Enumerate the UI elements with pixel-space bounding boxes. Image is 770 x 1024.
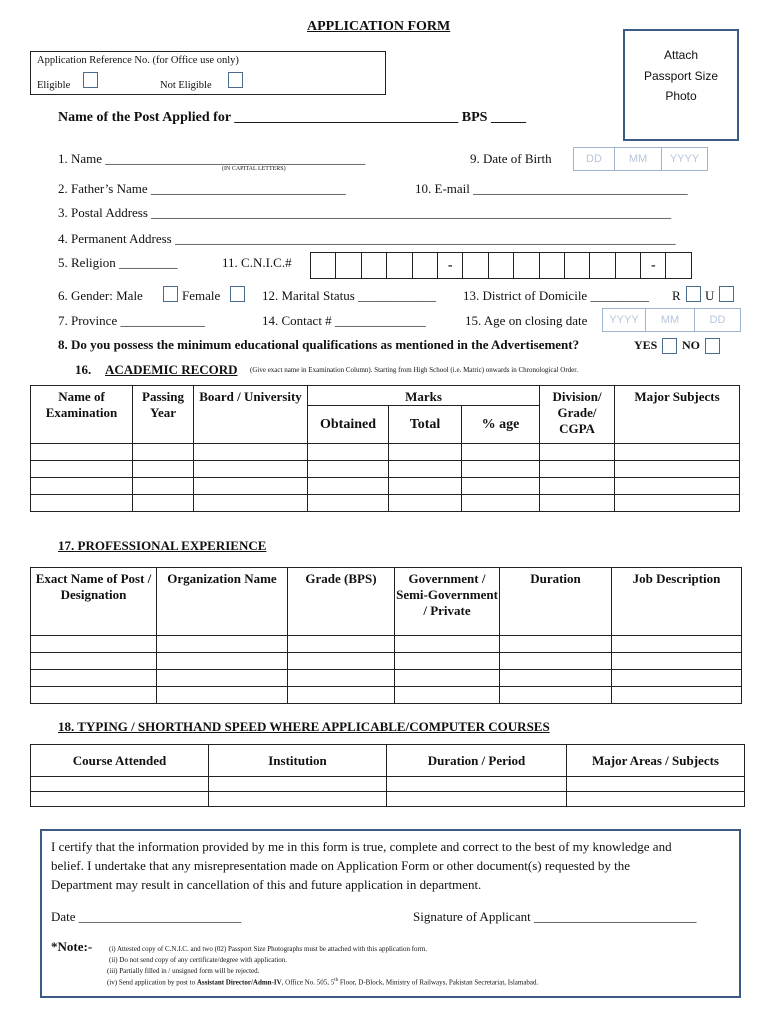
academic-title: ACADEMIC RECORD	[105, 362, 238, 377]
cnic-cell[interactable]	[413, 253, 438, 278]
col-sector: Government / Semi-Government / Private	[395, 568, 500, 636]
cnic-cell[interactable]	[616, 253, 641, 278]
urban-label: U	[705, 288, 715, 303]
note-item: (iii) Partially filled in / unsigned form will be rejected.	[107, 967, 260, 975]
gender-male-label: 6. Gender: Male	[58, 288, 143, 303]
religion-field[interactable]: 5. Religion _________	[58, 255, 178, 270]
table-row[interactable]	[31, 653, 742, 670]
postal-address-field[interactable]: 3. Postal Address ________________________________________________________________________________	[58, 205, 672, 220]
table-row[interactable]	[31, 461, 740, 478]
col-major-subjects: Major Subjects	[615, 386, 740, 444]
photo-line: Photo	[665, 89, 697, 103]
age-closing-label: 15. Age on closing date	[465, 313, 588, 328]
table-row[interactable]	[31, 670, 742, 687]
contact-field[interactable]: 14. Contact # ______________	[262, 313, 426, 328]
male-checkbox[interactable]	[163, 286, 178, 302]
cnic-label: 11. C.N.I.C.#	[222, 255, 292, 270]
name-field[interactable]: 1. Name ________________________________________	[58, 151, 366, 166]
permanent-address-field[interactable]: 4. Permanent Address _____________________________________________________________________________	[58, 231, 676, 246]
father-name-field[interactable]: 2. Father’s Name ______________________________	[58, 181, 346, 196]
cnic-dash: -	[641, 253, 666, 278]
col-duration: Duration	[500, 568, 612, 636]
no-checkbox[interactable]	[705, 338, 720, 354]
table-row[interactable]	[31, 636, 742, 653]
no-label: NO	[682, 338, 700, 352]
post-applied-field[interactable]: Name of the Post Applied for ________________________________ BPS _____	[58, 110, 526, 125]
photo-line: Attach	[663, 48, 699, 62]
cnic-input[interactable]	[310, 252, 692, 279]
photo-box[interactable]	[623, 29, 739, 141]
col-passing-year: Passing Year	[133, 386, 194, 444]
dob-day[interactable]: DD	[574, 148, 615, 170]
eligible-label: Eligible	[37, 80, 71, 91]
cnic-cell[interactable]	[666, 253, 690, 278]
certification-box	[40, 829, 741, 998]
dob-year[interactable]: YYYY	[669, 153, 700, 165]
col-organization: Organization Name	[157, 568, 288, 636]
age-date-input[interactable]	[602, 308, 741, 332]
courses-table	[30, 744, 745, 807]
table-row[interactable]	[31, 478, 740, 495]
marital-status-field[interactable]: 12. Marital Status ____________	[262, 288, 437, 303]
cnic-dash: -	[438, 253, 463, 278]
col-total: Total	[389, 406, 462, 444]
col-job-description: Job Description	[612, 568, 742, 636]
domicile-field[interactable]: 13. District of Domicile _________	[463, 288, 649, 303]
cnic-cell[interactable]	[514, 253, 539, 278]
cnic-cell[interactable]	[336, 253, 361, 278]
yes-checkbox[interactable]	[662, 338, 677, 354]
table-row[interactable]	[31, 444, 740, 461]
cnic-cell[interactable]	[311, 253, 336, 278]
age-month[interactable]: MM	[646, 309, 695, 331]
province-field[interactable]: 7. Province _____________	[58, 313, 205, 328]
age-year[interactable]: YYYY	[603, 309, 646, 331]
cnic-cell[interactable]	[540, 253, 565, 278]
col-course: Course Attended	[31, 745, 209, 777]
col-institution: Institution	[209, 745, 387, 777]
cnic-cell[interactable]	[387, 253, 412, 278]
rural-checkbox[interactable]	[686, 286, 701, 302]
form-title: APPLICATION FORM	[307, 19, 451, 34]
col-exam-name: Name of Examination	[31, 386, 133, 444]
capital-letters-note: (IN CAPITAL LETTERS)	[222, 166, 286, 172]
col-grade: Grade (BPS)	[288, 568, 395, 636]
female-checkbox[interactable]	[230, 286, 245, 302]
col-percent: % age	[462, 406, 540, 444]
female-label: Female	[182, 288, 221, 303]
dob-month[interactable]: MM	[615, 148, 662, 170]
table-row[interactable]	[31, 777, 745, 792]
academic-number: 16.	[75, 362, 92, 377]
table-row[interactable]	[31, 495, 740, 512]
academic-table	[30, 385, 740, 512]
dob-input[interactable]	[573, 147, 708, 171]
certify-text-line: Department may result in cancellation of this and future application in department.	[51, 877, 482, 892]
note-item: (i) Attested copy of C.N.I.C. and two (02) Passport Size Photographs must be attached with this application form.	[109, 945, 428, 953]
note4-sup: th	[334, 978, 339, 983]
courses-title: 18. TYPING / SHORTHAND SPEED WHERE APPLICABLE/COMPUTER COURSES	[58, 719, 550, 734]
note4-text: Floor, D-Block, Ministry of Railways, Pakistan Secretariat, Islamabad.	[338, 978, 539, 987]
experience-table	[30, 567, 742, 704]
col-division: Division/ Grade/ CGPA	[540, 386, 615, 444]
table-row[interactable]	[31, 792, 745, 807]
col-areas: Major Areas / Subjects	[567, 745, 745, 777]
cnic-cell[interactable]	[463, 253, 488, 278]
cnic-cell[interactable]	[565, 253, 590, 278]
experience-title: 17. PROFESSIONAL EXPERIENCE	[58, 538, 267, 553]
note4-bold: Assistant Director/Admn-IV	[196, 978, 282, 987]
date-field[interactable]: Date _________________________	[51, 909, 242, 924]
not-eligible-label: Not Eligible	[160, 80, 212, 91]
table-row[interactable]	[31, 687, 742, 704]
cnic-cell[interactable]	[489, 253, 514, 278]
office-use-box	[30, 51, 386, 95]
academic-note: (Give exact name in Examination Column). Starting from High School (i.e. Matric) onwards in Chronological Order.	[250, 366, 578, 374]
col-board: Board / University	[194, 386, 308, 444]
certify-text-line: belief. I undertake that any misrepresentation made on Application Form or other document(s) requested by the	[51, 858, 631, 873]
email-field[interactable]: 10. E-mail _________________________________	[415, 181, 688, 196]
col-obtained: Obtained	[308, 406, 389, 444]
rural-label: R	[672, 288, 681, 303]
dob-label: 9. Date of Birth	[470, 151, 552, 166]
cnic-cell[interactable]	[362, 253, 387, 278]
eligible-checkbox[interactable]	[83, 72, 98, 88]
note4-text: , Office No. 505, 5	[281, 978, 335, 987]
age-day[interactable]: DD	[709, 314, 726, 326]
note4-text: (iv) Send application by post to	[107, 978, 197, 987]
certify-text-line: I certify that the information provided by me in this form is true, complete and correct to the best of my knowledge and	[51, 839, 672, 854]
signature-field[interactable]: Signature of Applicant _________________________	[413, 909, 697, 924]
cnic-cell[interactable]	[590, 253, 615, 278]
note-item: (ii) Do not send copy of any certificate/degree with application.	[109, 956, 288, 964]
yes-label: YES	[634, 338, 658, 352]
ref-label: Application Reference No. (for Office use only)	[37, 55, 239, 66]
col-period: Duration / Period	[387, 745, 567, 777]
photo-line: Passport Size	[643, 68, 719, 83]
urban-checkbox[interactable]	[719, 286, 734, 302]
note-item	[107, 978, 538, 986]
col-post: Exact Name of Post / Designation	[31, 568, 157, 636]
not-eligible-checkbox[interactable]	[228, 72, 243, 88]
qualification-question: 8. Do you possess the minimum educational qualifications as mentioned in the Advertisement?	[58, 337, 580, 352]
col-marks: Marks	[308, 386, 540, 406]
note-label: *Note:-	[51, 939, 93, 954]
